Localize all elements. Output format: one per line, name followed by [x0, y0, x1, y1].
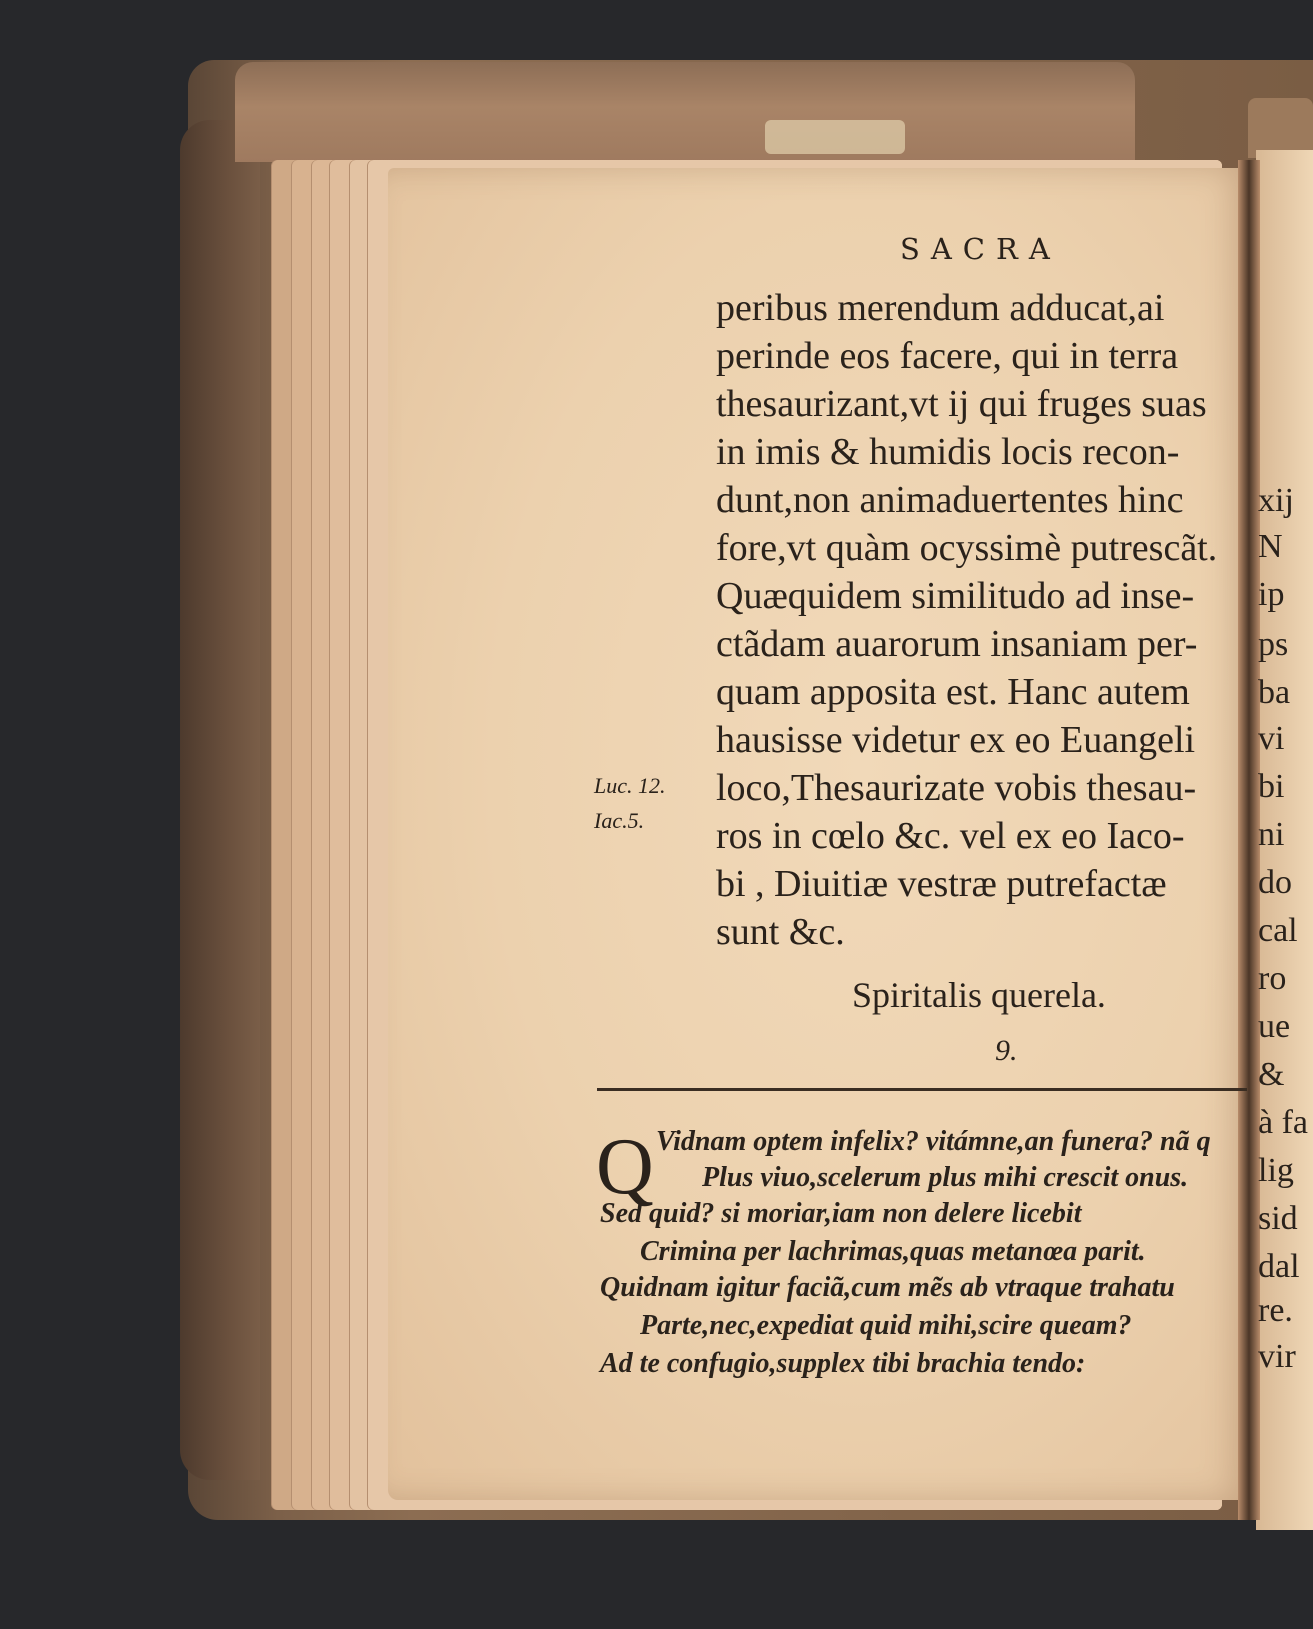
facing-fragment: à fa — [1258, 1104, 1309, 1141]
verse-line: Crimina per lachrimas,quas metanœa parit. — [640, 1236, 1146, 1267]
body-line: in imis & humidis locis recon- — [716, 431, 1180, 473]
margin-note: Luc. 12. — [594, 773, 666, 798]
facing-fragment: lig — [1258, 1152, 1294, 1189]
margin-note: Iac.5. — [594, 808, 645, 833]
facing-fragment: & — [1258, 1056, 1285, 1093]
drop-cap: Q — [596, 1123, 654, 1211]
facing-fragment: bi — [1258, 768, 1285, 805]
facing-fragment: ip — [1258, 576, 1285, 613]
verse-line: Parte,nec,expediat quid mihi,scire queam? — [640, 1310, 1132, 1341]
body-line: ros in cœlo &c. vel ex eo Iaco- — [716, 815, 1185, 857]
facing-fragment: vir — [1258, 1338, 1296, 1375]
section-number: 9. — [995, 1034, 1018, 1067]
facing-fragment: ue — [1258, 1008, 1291, 1045]
body-line: sunt &c. — [716, 911, 845, 953]
book-cover-top — [235, 62, 1135, 162]
facing-fragment: do — [1258, 864, 1292, 901]
verse-line: Vidnam optem infelix? vitámne,an funera? nã q — [656, 1126, 1211, 1157]
book-spine-edge — [180, 120, 260, 1480]
body-line: Quæquidem similitudo ad inse- — [716, 575, 1195, 617]
verse-line: Plus viuo,scelerum plus mihi crescit onus. — [702, 1162, 1189, 1193]
facing-fragment: ba — [1258, 674, 1291, 711]
facing-fragment: dal — [1258, 1248, 1300, 1285]
facing-fragment: ni — [1258, 816, 1285, 853]
book-gutter — [1238, 160, 1260, 1520]
facing-fragment: N — [1258, 528, 1283, 565]
facing-cover-strip — [1248, 98, 1313, 158]
running-head: SACRA — [900, 232, 1061, 266]
body-line: ctãdam auarorum insaniam per- — [716, 623, 1198, 665]
verse-line: Sed quid? si moriar,iam non delere licebit — [600, 1198, 1082, 1229]
facing-fragment: re. — [1258, 1292, 1293, 1329]
facing-fragment: sid — [1258, 1200, 1298, 1237]
body-line: peribus merendum adducat,ai — [716, 287, 1165, 329]
facing-fragment: ro — [1258, 960, 1287, 997]
facing-fragment: ps — [1258, 626, 1289, 663]
facing-fragment: xij — [1258, 482, 1294, 519]
verse-line: Quidnam igitur faciã,cum mẽs ab vtraque trahatu — [600, 1272, 1175, 1303]
body-line: perinde eos facere, qui in terra — [716, 335, 1179, 377]
facing-fragment: cal — [1258, 912, 1298, 949]
section-rule — [597, 1088, 1247, 1091]
body-line: quam apposita est. Hanc autem — [716, 671, 1190, 713]
body-line: loco,Thesaurizate vobis thesau- — [716, 767, 1197, 809]
body-line: thesaurizant,vt ij qui fruges suas — [716, 383, 1207, 425]
worn-patch — [765, 120, 905, 154]
verse-line: Ad te confugio,supplex tibi brachia tendo: — [600, 1348, 1086, 1379]
body-line: fore,vt quàm ocyssimè putrescãt. — [716, 527, 1218, 569]
body-line: hausisse videtur ex eo Euangeli — [716, 719, 1196, 761]
section-title: Spiritalis querela. — [852, 975, 1106, 1015]
facing-fragment: vi — [1258, 720, 1285, 757]
body-line: dunt,non animaduertentes hinc — [716, 479, 1184, 521]
body-line: bi , Diuitiæ vestræ putrefactæ — [716, 863, 1167, 905]
